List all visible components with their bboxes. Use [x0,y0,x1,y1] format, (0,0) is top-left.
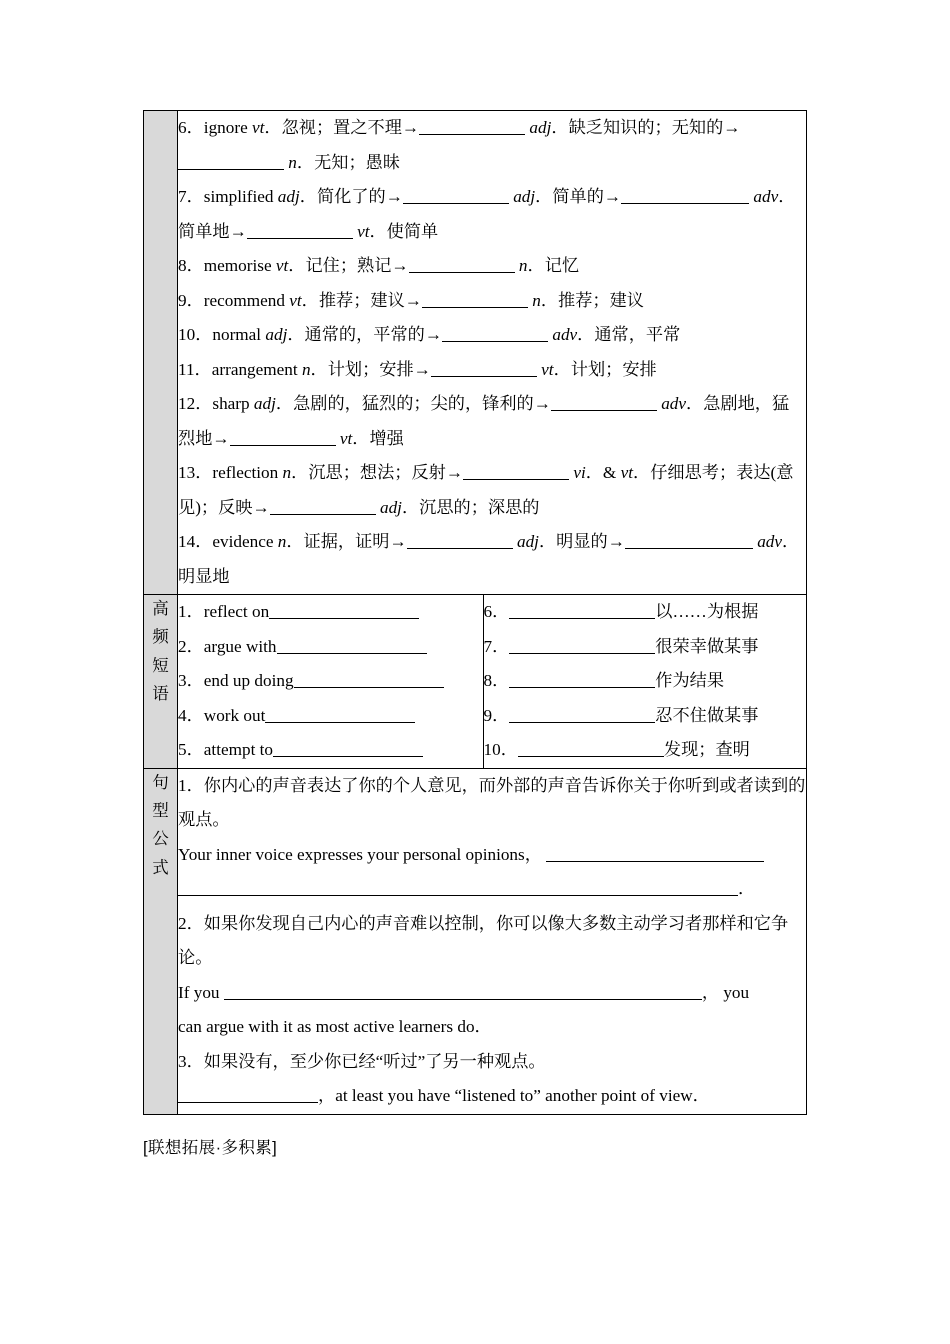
vocab-item-6-num: 6． [178,118,204,137]
vocab-item-12-num: 12． [178,394,213,413]
phrases-left-column [178,595,483,768]
phrase-item-4-num: 4． [178,705,204,725]
vocab-item-12-def3: ．增强 [352,428,404,448]
vocab-item-10-def1: ．通常的，平常的→ [287,325,443,344]
vocab-item-12-pos1: adj [253,394,276,413]
vocab-item-9-def2: ．推荐；建议 [540,290,644,310]
vocab-item-7-def1: ．简化了的→ [299,187,403,206]
vocab-item-11-def2: ．计划；安排 [553,359,657,379]
sentence-item-3-num: 3． [178,1051,204,1071]
vocab-item-9 [178,284,806,319]
sentence-item-2-english [178,976,806,1011]
phrase-item-4-text: work out [203,705,266,725]
vocab-item-6 [178,111,806,180]
vocab-item-13-def2: ．仔细思考；表达(意见)；反映→ [178,463,794,517]
phrase-item-3-blank[interactable] [294,670,444,688]
vocab-item-7-blank-2[interactable] [621,186,749,204]
vocab-item-14-num: 14． [178,532,213,551]
vocab-item-9-pos2: n [527,290,541,310]
vocab-item-12-word: sharp [212,394,254,413]
vocab-item-9-pos1: vt [289,290,302,310]
vocab-item-10-blank-1[interactable] [442,324,548,342]
sentence-item-2-english-cont [178,1010,806,1045]
sentence-item-1-blank-1[interactable] [546,843,764,861]
sentence-item-1-english [178,838,806,907]
sentence-item-2-blank-1[interactable] [224,981,702,999]
vocab-item-14-blank-2[interactable] [625,531,753,549]
vocab-item-9-num: 9． [178,290,204,310]
phrase-item-10-blank[interactable] [518,739,664,757]
vocab-item-7-blank-1[interactable] [403,186,509,204]
phrase-item-4 [178,699,483,734]
vocab-item-7-word: simplified [203,187,278,206]
vocab-item-10 [178,318,806,353]
sentence-item-2-en-post: can argue with it as most active learners do． [178,1017,492,1036]
vocab-item-13-amp: ．& [585,463,621,482]
vocab-item-7-pos3: adv [749,187,779,206]
sentence-item-1-en-pre: Your inner voice expresses your personal opinions， [178,844,542,864]
vocab-item-6-blank-1[interactable] [419,117,525,135]
phrase-item-3 [178,664,483,699]
vocab-item-7-pos4: vt [352,221,370,241]
vocabulary-row [144,111,807,595]
phrase-item-3-text: end up doing [203,671,294,690]
vocab-item-8-word: memorise [203,256,276,275]
sentence-item-1-cn: 你内心的声音表达了你的个人意见，而外部的声音告诉你关于你听到或者读到的观点。 [178,775,806,829]
sentences-body-cell [178,768,807,1114]
phrase-item-6-meaning: 以……为根据 [655,602,759,621]
phrase-item-3-num: 3． [178,671,204,690]
phrase-item-9-meaning: 忍不住做某事 [655,705,759,725]
phrase-item-9 [484,699,807,734]
vocab-item-6-blank-2[interactable] [178,151,284,169]
phrase-item-7-meaning: 很荣幸做某事 [655,636,759,656]
vocab-item-13-num: 13． [178,463,213,482]
phrase-item-2-num: 2． [178,636,204,656]
vocab-item-10-pos2: adv [548,325,578,344]
phrase-item-5-text: attempt to [203,740,274,759]
vocab-item-11-word: arrangement [211,359,302,379]
vocab-item-13-pos3: vt [620,463,633,482]
sentence-item-3-cn: 如果没有，至少你已经“听过”了另一种观点。 [203,1051,546,1071]
phrase-item-6 [484,595,807,630]
workbook-table [143,110,807,1115]
sentences-side-cell [144,768,178,1114]
phrases-row [144,595,807,769]
vocab-item-14-pos3: adv [752,532,783,551]
sentence-item-1-en-post: ． [738,879,756,898]
sentence-item-2-num: 2． [178,913,204,933]
vocab-item-8-pos2: n [514,256,528,275]
vocab-item-14-def2: ．明显的→ [538,532,625,551]
vocab-item-12-pos2: adv [656,394,687,413]
phrase-item-5-blank[interactable] [273,739,423,757]
phrase-item-7 [484,630,807,665]
phrase-item-8-blank[interactable] [509,670,655,688]
vocabulary-side-cell [144,111,178,595]
sentence-item-1-chinese [178,769,806,838]
vocab-item-13-def3: ．沉思的；深思的 [401,497,540,517]
vocab-item-12 [178,387,806,456]
vocab-item-13-blank-2[interactable] [270,496,376,514]
phrases-side-cell [144,595,178,769]
vocab-item-13-word: reflection [212,463,283,482]
phrase-item-1 [178,595,483,630]
phrase-item-9-num: 9． [483,705,510,725]
vocab-item-10-def2: ．通常，平常 [577,325,681,344]
vocab-item-14-def1: ．证据，证明→ [286,532,407,551]
vocab-item-8-def2: ．记忆 [527,256,580,275]
phrase-item-1-num: 1． [178,602,204,621]
phrase-item-2 [178,630,483,665]
phrase-item-7-blank[interactable] [509,635,655,653]
vocab-item-6-pos1: vt [252,118,265,137]
vocab-item-7-pos1: adj [277,187,300,206]
vocab-item-7-num: 7． [178,187,204,206]
vocab-item-10-num: 10． [178,325,213,344]
vocabulary-body-cell [178,111,807,595]
phrase-item-5 [178,733,483,768]
vocab-item-8-pos1: vt [275,256,289,275]
vocab-item-7-def3: ．简单地→ [178,187,796,241]
vocab-item-10-word: normal [212,325,266,344]
sentence-item-2-en-mid: ， you [701,982,750,1002]
phrase-item-6-blank[interactable] [509,601,655,619]
phrase-item-10-num: 10． [483,740,518,759]
vocab-item-8-blank-1[interactable] [409,255,515,273]
vocab-item-7-blank-3[interactable] [247,220,353,238]
vocab-item-7-def4: ．使简单 [369,221,439,241]
phrases-body-cell [178,595,807,769]
footer-note: [联想拓展·多积累] [143,1139,278,1157]
sentence-item-3-english [178,1079,806,1114]
vocab-item-8-num: 8． [178,256,204,275]
vocab-item-11-pos2: vt [536,359,554,379]
vocab-item-13-blank-1[interactable] [463,462,569,480]
vocab-item-14-def3: ．明显地 [178,532,800,586]
vocab-item-13-pos4: adj [375,497,402,517]
sentence-item-3-chinese [178,1045,806,1080]
sentence-item-2-en-pre: If you [178,982,224,1002]
vocab-item-11-blank-1[interactable] [431,358,537,376]
phrase-item-4-blank[interactable] [265,704,415,722]
phrase-item-1-blank[interactable] [269,601,419,619]
phrase-item-2-text: argue with [203,636,277,656]
sentence-item-2-cn: 如果你发现自己内心的声音难以控制，你可以像大多数主动学习者那样和它争论。 [178,913,789,967]
vocab-item-6-word: ignore [203,118,253,137]
phrase-item-7-num: 7． [483,636,510,656]
phrase-item-6-num: 6． [483,602,510,621]
sentence-item-1-num: 1． [178,775,204,795]
vocab-item-10-pos1: adj [265,325,288,344]
vocab-item-11-pos1: n [301,359,311,379]
vocab-item-9-word: recommend [203,290,290,310]
vocab-item-14 [178,525,806,594]
vocab-item-13-def1: ．沉思；想法；反射→ [291,463,464,482]
vocab-item-14-word: evidence [212,532,278,551]
vocab-item-14-pos1: n [277,532,287,551]
phrase-item-5-num: 5． [178,740,204,759]
phrases-right-column [483,595,806,768]
phrase-item-10-meaning: 发现；查明 [663,740,750,759]
vocab-item-13-pos1: n [282,463,292,482]
vocab-item-12-def1: ．急剧的，猛烈的；尖的，锋利的→ [275,394,551,413]
vocab-item-12-blank-2[interactable] [230,427,336,445]
vocab-item-6-def2: ．缺乏知识的；无知的→ [551,118,741,137]
vocab-item-11 [178,353,806,388]
vocab-item-11-def1: ．计划；安排→ [310,359,431,379]
phrase-item-8 [484,664,807,699]
vocab-item-8 [178,249,806,284]
phrases-grid [178,595,806,768]
phrase-item-1-text: reflect on [203,602,270,621]
sentences-row [144,768,807,1114]
vocab-item-14-pos2: adj [512,532,539,551]
sentence-item-1-blank-2[interactable] [178,878,738,896]
vocab-item-13-pos2: vi [569,463,586,482]
phrase-item-9-blank[interactable] [509,704,655,722]
vocab-item-14-blank-1[interactable] [407,531,513,549]
vocab-item-6-pos3: n [284,152,297,172]
vocab-item-6-def1: ．忽视；置之不理→ [264,118,420,137]
phrase-item-2-blank[interactable] [277,635,427,653]
vocab-item-7-pos2: adj [508,187,536,206]
vocab-item-13 [178,456,806,525]
phrases-side-label: 高频短语 [152,600,169,704]
vocab-item-6-def3: ．无知；愚昧 [296,152,401,172]
vocab-item-7-def2: ．简单的→ [535,187,622,206]
sentences-side-label: 句型公式 [152,773,169,877]
vocab-item-9-def1: ．推荐；建议→ [301,290,422,310]
sentence-item-3-blank-1[interactable] [178,1085,318,1103]
vocab-item-11-num: 11． [178,359,212,379]
vocab-item-12-def2: ．急剧地，猛烈地→ [178,394,790,448]
phrase-item-10 [484,733,807,768]
vocab-item-7 [178,180,806,249]
vocab-item-9-blank-1[interactable] [422,289,528,307]
sentence-item-2-chinese [178,907,806,976]
vocab-item-6-pos2: adj [525,118,552,137]
vocab-item-12-pos3: vt [335,428,353,448]
phrase-item-8-num: 8． [483,671,510,690]
sentence-item-3-en-post: ，at least you have “listened to” another point of view． [318,1086,710,1105]
phrase-item-8-meaning: 作为结果 [655,671,725,690]
vocab-item-12-blank-1[interactable] [551,393,657,411]
vocab-item-8-def1: ．记住；熟记→ [288,256,409,275]
